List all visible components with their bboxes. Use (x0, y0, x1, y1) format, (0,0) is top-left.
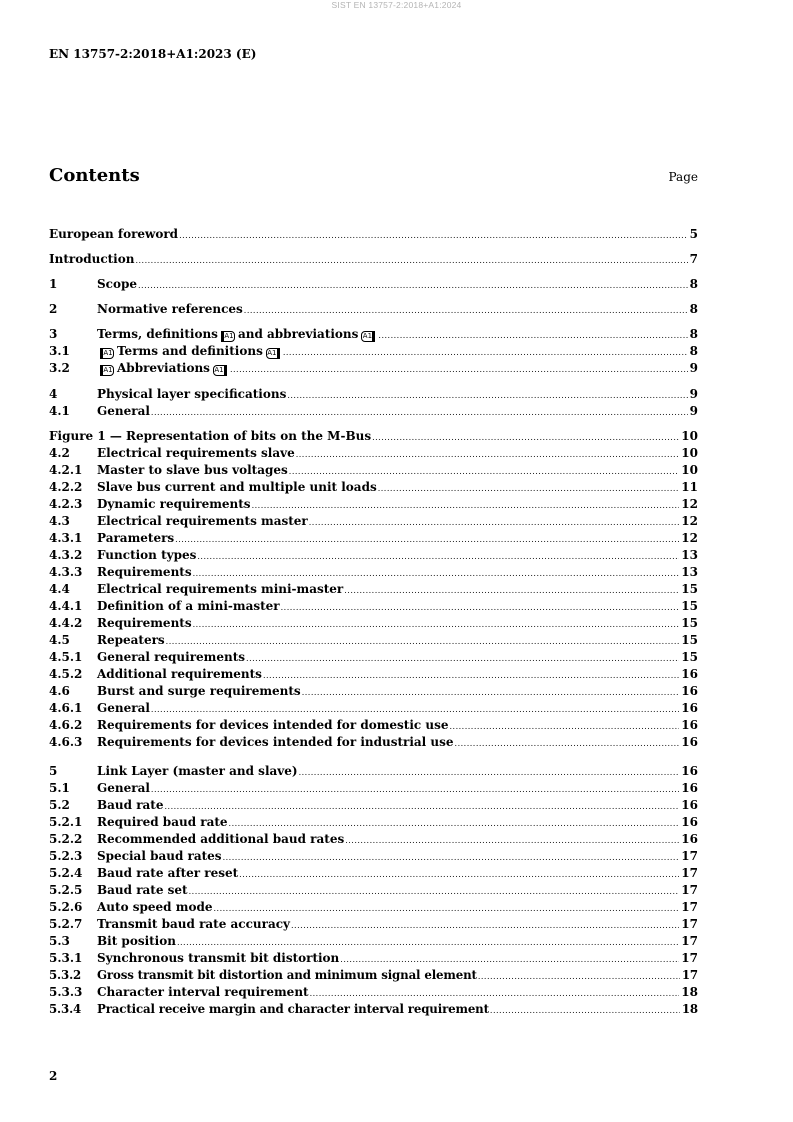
toc-entry-number: 4.3.1 (49, 531, 83, 545)
toc-entry[interactable] (49, 616, 698, 631)
toc-entry-page: 9 (689, 387, 698, 401)
amendment-open-marker-icon: A1 (100, 365, 114, 376)
toc-entry-title: Figure 1 — Representation of bits on the M-Bus (49, 429, 372, 443)
toc-entry-title-text: Terms and definitions (117, 344, 263, 358)
toc-entry-title: Auto speed mode (97, 900, 213, 914)
toc-leader-dots (345, 833, 679, 848)
toc-entry-title: General (97, 781, 150, 795)
toc-entry[interactable] (49, 985, 698, 1000)
toc-entry[interactable] (49, 227, 698, 242)
toc-leader-dots (197, 549, 679, 564)
toc-leader-dots (378, 328, 687, 343)
amendment-close-marker-icon: A1 (361, 331, 375, 342)
toc-entry-title: Master to slave bus voltages (97, 463, 288, 477)
toc-entry-number: 4.6.2 (49, 718, 83, 732)
toc-entry-title-text: Abbreviations (117, 361, 210, 375)
toc-entry[interactable] (49, 531, 698, 546)
toc-entry-page: 16 (681, 798, 698, 812)
toc-entry[interactable] (49, 968, 698, 983)
amendment-close-marker-icon: A1 (266, 348, 280, 359)
toc-entry-page: 8 (689, 302, 698, 316)
toc-entry-title: General requirements (97, 650, 246, 664)
toc-entry-title: European foreword (49, 227, 179, 241)
toc-entry-page: 8 (689, 327, 698, 341)
toc-entry-title: Synchronous transmit bit distortion (97, 951, 340, 965)
toc-entry-page: 17 (681, 951, 698, 965)
toc-leader-dots (138, 278, 688, 293)
toc-entry-number: 2 (49, 302, 58, 316)
toc-entry[interactable] (49, 1002, 698, 1017)
toc-entry-page: 11 (681, 480, 698, 494)
amendment-close-marker-icon: A1 (213, 365, 227, 376)
toc-entry-title: Slave bus current and multiple unit loads (97, 480, 377, 494)
toc-leader-dots (340, 952, 679, 967)
toc-leader-dots (189, 884, 680, 899)
toc-entry-title: Requirements for devices intended for industrial use (97, 735, 454, 749)
toc-leader-dots (283, 345, 688, 360)
toc-leader-dots (166, 634, 680, 649)
toc-entry-number: 5.3.3 (49, 985, 83, 999)
toc-entry-page: 9 (689, 361, 698, 375)
toc-entry-number: 3 (49, 327, 58, 341)
toc-entry-number: 5.2.4 (49, 866, 83, 880)
toc-entry[interactable] (49, 917, 698, 932)
toc-entry-page: 10 (681, 463, 698, 477)
toc-entry[interactable] (49, 633, 698, 648)
toc-leader-dots (177, 935, 679, 950)
toc-entry-page: 18 (681, 985, 698, 999)
toc-entry[interactable] (49, 514, 698, 529)
toc-entry-title: Scope (97, 277, 138, 291)
toc-entry-page: 10 (681, 429, 698, 443)
toc-entry-page: 17 (681, 883, 698, 897)
toc-leader-dots (302, 685, 680, 700)
toc-entry[interactable] (49, 866, 698, 881)
toc-entry-page: 16 (681, 684, 698, 698)
toc-entry[interactable] (49, 815, 698, 830)
toc-entry[interactable] (49, 667, 698, 682)
toc-entry-page: 15 (681, 616, 698, 630)
toc-leader-dots (287, 388, 687, 403)
toc-entry-page: 12 (681, 514, 698, 528)
page-number: 2 (49, 1069, 58, 1083)
toc-entry-page: 16 (681, 764, 698, 778)
toc-entry[interactable] (49, 463, 698, 478)
toc-leader-dots (239, 867, 679, 882)
toc-entry[interactable] (49, 327, 698, 342)
toc-entry-title: Electrical requirements slave (97, 446, 295, 460)
toc-entry[interactable] (49, 832, 698, 847)
toc-entry-title (97, 344, 282, 359)
toc-leader-dots (151, 702, 679, 717)
toc-entry-page: 13 (681, 548, 698, 562)
toc-entry-title: General (97, 404, 150, 418)
toc-entry-title: Recommended additional baud rates (97, 832, 345, 846)
toc-entry-title: Link Layer (master and slave) (97, 764, 298, 778)
toc-entry-number: 4.4.2 (49, 616, 83, 630)
toc-entry-page: 12 (681, 497, 698, 511)
toc-leader-dots (175, 532, 679, 547)
toc-leader-dots (151, 405, 688, 420)
toc-leader-dots (450, 719, 680, 734)
page-column-heading: Page (668, 170, 698, 184)
toc-entry-number: 4.4 (49, 582, 70, 596)
toc-entry-page: 18 (681, 1002, 698, 1016)
toc-entry-number: 4.5.1 (49, 650, 83, 664)
toc-entry-page: 17 (681, 849, 698, 863)
toc-entry-page: 15 (681, 599, 698, 613)
toc-leader-dots (230, 362, 688, 377)
toc-entry[interactable] (49, 781, 698, 796)
toc-entry-title (97, 361, 229, 376)
toc-entry[interactable] (49, 446, 698, 461)
toc-entry-page: 16 (681, 718, 698, 732)
toc-entry[interactable] (49, 599, 698, 614)
toc-entry-page: 15 (681, 633, 698, 647)
toc-entry-title: Baud rate set (97, 883, 188, 897)
toc-leader-dots (455, 736, 680, 751)
toc-entry-page: 17 (681, 917, 698, 931)
toc-entry[interactable] (49, 849, 698, 864)
toc-entry-page: 15 (681, 650, 698, 664)
toc-entry[interactable] (49, 361, 698, 376)
toc-entry-page: 16 (681, 832, 698, 846)
toc-entry[interactable] (49, 277, 698, 292)
toc-entry-title: Dynamic requirements (97, 497, 251, 511)
toc-entry-number: 5.3.2 (49, 968, 82, 982)
toc-entry-title: Required baud rate (97, 815, 228, 829)
toc-leader-dots (246, 651, 679, 666)
toc-entry-number: 5.2.7 (49, 917, 83, 931)
toc-entry-title: Gross transmit bit distortion and minimum signal element (97, 968, 477, 982)
toc-entry-title: Character interval requirement (97, 985, 309, 999)
toc-leader-dots (310, 986, 680, 1001)
toc-entry-page: 15 (681, 582, 698, 596)
toc-entry-page: 10 (681, 446, 698, 460)
toc-entry-page: 17 (681, 900, 698, 914)
toc-entry-number: 1 (49, 277, 58, 291)
toc-entry[interactable] (49, 302, 698, 317)
toc-entry[interactable] (49, 951, 698, 966)
toc-leader-dots (289, 464, 680, 479)
toc-entry-number: 5.2.2 (49, 832, 83, 846)
toc-leader-dots (281, 600, 680, 615)
toc-entry[interactable] (49, 900, 698, 915)
toc-entry-number: 5.3.1 (49, 951, 83, 965)
toc-entry-title: General (97, 701, 150, 715)
toc-leader-dots (478, 969, 680, 984)
toc-entry[interactable] (49, 387, 698, 402)
toc-entry[interactable] (49, 404, 698, 419)
toc-leader-dots (193, 617, 680, 632)
toc-leader-dots (296, 447, 680, 462)
toc-entry-page: 7 (689, 252, 698, 266)
toc-entry-page: 5 (689, 227, 698, 241)
toc-entry-page: 16 (681, 735, 698, 749)
toc-entry-page: 8 (689, 277, 698, 291)
toc-entry-page: 16 (681, 815, 698, 829)
toc-entry-title: Baud rate after reset (97, 866, 239, 880)
toc-entry[interactable] (49, 497, 698, 512)
toc-entry[interactable] (49, 582, 698, 597)
toc-entry-title: Function types (97, 548, 197, 562)
toc-leader-dots (244, 303, 688, 318)
toc-entry-number: 4.6.3 (49, 735, 83, 749)
watermark: SIST EN 13757-2:2018+A1:2024 (331, 0, 462, 10)
toc-leader-dots (378, 481, 680, 496)
toc-leader-dots (151, 782, 679, 797)
toc-leader-dots (372, 430, 679, 445)
toc-entry-number: 5.3.4 (49, 1002, 82, 1016)
toc-entry-number: 4.4.1 (49, 599, 83, 613)
amendment-open-marker-icon: A1 (100, 348, 114, 359)
toc-entry[interactable] (49, 735, 698, 750)
toc-leader-dots (299, 765, 680, 780)
toc-entry-title: Introduction (49, 252, 135, 266)
document-id: EN 13757-2:2018+A1:2023 (E) (49, 47, 257, 61)
toc-entry[interactable] (49, 883, 698, 898)
toc-entry-title: Special baud rates (97, 849, 222, 863)
toc-entry-title: Baud rate (97, 798, 164, 812)
toc-entry-number: 5.2.6 (49, 900, 83, 914)
toc-entry-number: 4.5 (49, 633, 70, 647)
toc-entry-title: Transmit baud rate accuracy (97, 917, 291, 931)
toc-entry-number: 5.1 (49, 781, 70, 795)
toc-entry-page: 16 (681, 781, 698, 795)
toc-entry[interactable] (49, 480, 698, 495)
toc-entry-number: 4.2 (49, 446, 70, 460)
toc-entry[interactable] (49, 798, 698, 813)
toc-entry-number: 4.3.3 (49, 565, 83, 579)
toc-entry[interactable] (49, 429, 698, 444)
toc-entry[interactable] (49, 548, 698, 563)
toc-entry-title: Requirements (97, 565, 192, 579)
toc-entry[interactable] (49, 684, 698, 699)
amendment-open-marker-icon: A1 (221, 331, 235, 342)
toc-entry-title-text: and abbreviations (237, 327, 359, 341)
toc-leader-dots (223, 850, 680, 865)
toc-entry[interactable] (49, 565, 698, 580)
toc-leader-dots (490, 1003, 680, 1018)
toc-entry-title: Repeaters (97, 633, 165, 647)
toc-entry-title: Bit position (97, 934, 176, 948)
toc-entry-page: 9 (689, 404, 698, 418)
toc-entry-number: 4.6 (49, 684, 70, 698)
toc-leader-dots (263, 668, 679, 683)
toc-leader-dots (213, 901, 679, 916)
toc-entry[interactable] (49, 650, 698, 665)
toc-entry-number: 4.2.1 (49, 463, 83, 477)
toc-entry-title: Definition of a mini-master (97, 599, 280, 613)
toc-entry-title: Parameters (97, 531, 175, 545)
toc-entry-title: Normative references (97, 302, 243, 316)
toc-entry-page: 17 (681, 934, 698, 948)
toc-entry[interactable] (49, 934, 698, 949)
toc-entry-number: 5.2.1 (49, 815, 83, 829)
toc-entry-title (97, 327, 377, 342)
toc-entry-number: 4.2.2 (49, 480, 83, 494)
toc-entry-number: 3.1 (49, 344, 70, 358)
toc-entry-number: 4.6.1 (49, 701, 83, 715)
toc-entry[interactable] (49, 252, 698, 267)
toc-entry-number: 4 (49, 387, 58, 401)
toc-leader-dots (179, 228, 688, 243)
toc-entry-title: Practical receive margin and character interval requirement (97, 1002, 489, 1016)
toc-leader-dots (309, 515, 680, 530)
toc-entry-number: 4.2.3 (49, 497, 83, 511)
toc-entry[interactable] (49, 764, 698, 779)
toc-entry-title: Requirements for devices intended for domestic use (97, 718, 449, 732)
toc-entry-title-text: Terms, definitions (97, 327, 218, 341)
toc-entry-number: 5 (49, 764, 58, 778)
toc-entry-page: 17 (681, 968, 698, 982)
toc-entry-number: 5.2.5 (49, 883, 83, 897)
toc-leader-dots (344, 583, 679, 598)
toc-leader-dots (291, 918, 679, 933)
toc-entry[interactable] (49, 718, 698, 733)
toc-entry-number: 4.3 (49, 514, 70, 528)
toc-entry-number: 5.2 (49, 798, 70, 812)
toc-entry-page: 16 (681, 667, 698, 681)
toc-entry-title: Additional requirements (97, 667, 262, 681)
toc-leader-dots (229, 816, 680, 831)
toc-entry-title: Requirements (97, 616, 192, 630)
toc-entry-page: 12 (681, 531, 698, 545)
toc-entry-title: Burst and surge requirements (97, 684, 301, 698)
toc-leader-dots (135, 253, 687, 268)
toc-entry-number: 3.2 (49, 361, 70, 375)
toc-leader-dots (252, 498, 680, 513)
toc-entry-page: 17 (681, 866, 698, 880)
toc-entry-number: 4.1 (49, 404, 70, 418)
toc-entry-title: Electrical requirements master (97, 514, 308, 528)
toc-leader-dots (165, 799, 680, 814)
toc-entry-number: 5.2.3 (49, 849, 83, 863)
toc-leader-dots (193, 566, 680, 581)
contents-title: Contents (49, 165, 140, 186)
toc-entry-number: 5.3 (49, 934, 70, 948)
toc-entry-page: 8 (689, 344, 698, 358)
toc-entry-page: 16 (681, 701, 698, 715)
toc-entry-title: Physical layer specifications (97, 387, 287, 401)
toc-entry-page: 13 (681, 565, 698, 579)
toc-entry-title: Electrical requirements mini-master (97, 582, 344, 596)
toc-entry-number: 4.5.2 (49, 667, 83, 681)
toc-entry[interactable] (49, 344, 698, 359)
toc-entry[interactable] (49, 701, 698, 716)
toc-entry-number: 4.3.2 (49, 548, 83, 562)
